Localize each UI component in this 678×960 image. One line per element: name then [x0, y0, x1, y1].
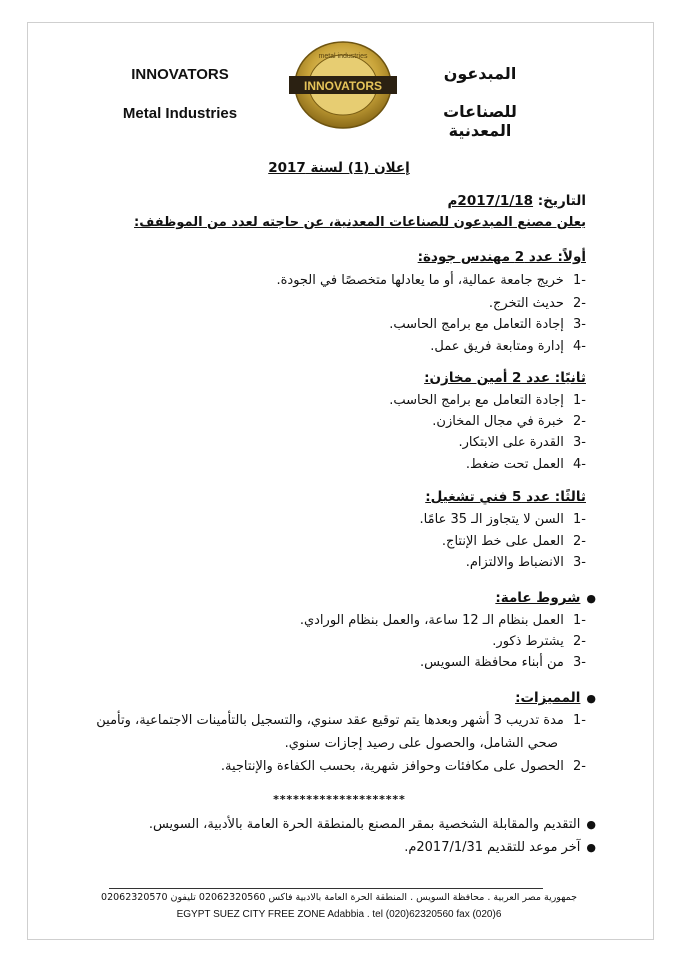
deadline-info: ●آخر موعد للتقديم 2017/1/31م.	[404, 840, 596, 855]
separator-stars: ********************	[272, 793, 406, 806]
list-item: -3 من أبناء محافظة السويس.	[420, 655, 586, 670]
section-5-heading	[515, 689, 596, 708]
list-item: -2 العمل على خط الإنتاج.	[441, 534, 586, 549]
list-item: -2 الحصول على مكافئات وحوافز شهرية، بحسب الكفاءة والإنتاجية.	[220, 759, 586, 774]
list-item: -1 السن لا يتجاوز الـ 35 عامًا.	[419, 512, 586, 527]
section-1-heading-text: أولاً: عدد 2 مهندس جودة:	[417, 249, 586, 265]
list-item: -2 خبرة في مجال المخازن.	[432, 414, 586, 429]
section-2-heading	[424, 369, 586, 387]
section-5-heading-text: المميزات:	[515, 690, 581, 706]
intro-text: يعلن مصنع المبدعون للصناعات المعدنية، عن حاجته لعدد من الموظفف:	[134, 215, 586, 230]
list-item: -1 العمل بنظام الـ 12 ساعة، والعمل بنظام الورادي.	[299, 613, 586, 628]
bullet-icon: ●	[586, 818, 596, 831]
company-logo	[283, 40, 403, 130]
company-name-ar: المبدعون	[443, 64, 517, 83]
section-1-heading	[418, 248, 586, 266]
section-4-heading-text: شروط عامة:	[495, 590, 581, 606]
list-item: -2 حديث التخرج.	[488, 296, 586, 311]
company-subtitle-ar: للصناعات المعدنية	[443, 102, 517, 140]
logo-ring-text: metal industries	[318, 53, 368, 60]
bullet-icon: ●	[586, 692, 596, 705]
bullet-icon: ●	[586, 592, 596, 605]
date-label: التاريخ:	[537, 193, 586, 209]
footer-divider	[109, 888, 543, 889]
logo-text: INNOVATORS	[303, 79, 383, 93]
footer-address-en: EGYPT SUEZ CITY FREE ZONE Adabbia . tel (020)62320560 fax (020)6	[176, 909, 502, 920]
list-item: -1 إجادة التعامل مع برامج الحاسب.	[389, 393, 586, 408]
list-item-continuation: صحي الشامل، والحصول على رصيد إجازات سنوي.	[284, 736, 558, 751]
list-item: -4 إدارة ومتابعة فريق عمل.	[430, 339, 586, 354]
section-3-heading	[425, 488, 586, 506]
list-item: -2 يشترط ذكور.	[492, 634, 586, 649]
date-line	[448, 192, 586, 210]
bullet-icon: ●	[586, 841, 596, 854]
list-item: -3 القدرة على الابتكار.	[458, 435, 586, 450]
company-name-en: INNOVATORS	[131, 66, 229, 83]
list-item: -3 إجادة التعامل مع برامج الحاسب.	[389, 317, 586, 332]
list-item: -1 خريج جامعة عمالية، أو ما يعادلها متخصصًا في الجودة.	[276, 273, 586, 288]
list-item: -3 الانضباط والالتزام.	[465, 555, 586, 570]
section-2-heading-text: ثانيًا: عدد 2 أمين مخازن:	[424, 370, 586, 386]
announcement-title: إعلان (1) لسنة 2017	[268, 160, 410, 176]
date-value: 2017/1/18م	[447, 193, 534, 209]
list-item: -1 مدة تدريب 3 أشهر وبعدها يتم توقيع عقد سنوي، والتسجيل بالتأمينات الاجتماعية، وتأمين	[96, 713, 586, 728]
footer-address-ar: جمهورية مصر العربية . محافظة السويس . المنطقة الحرة العامة بالادبية فاكس 02062320560 تليفون 02062320570	[101, 892, 577, 903]
list-item: -4 العمل تحت ضغط.	[465, 457, 586, 472]
company-subtitle-en: Metal Industries	[122, 105, 238, 122]
section-4-heading	[495, 589, 596, 608]
section-3-heading-text: ثالثًا: عدد 5 فني تشغيل:	[425, 489, 586, 505]
apply-info: ●التقديم والمقابلة الشخصية بمقر المصنع بالمنطقة الحرة العامة بالأدبية، السويس.	[148, 817, 596, 832]
